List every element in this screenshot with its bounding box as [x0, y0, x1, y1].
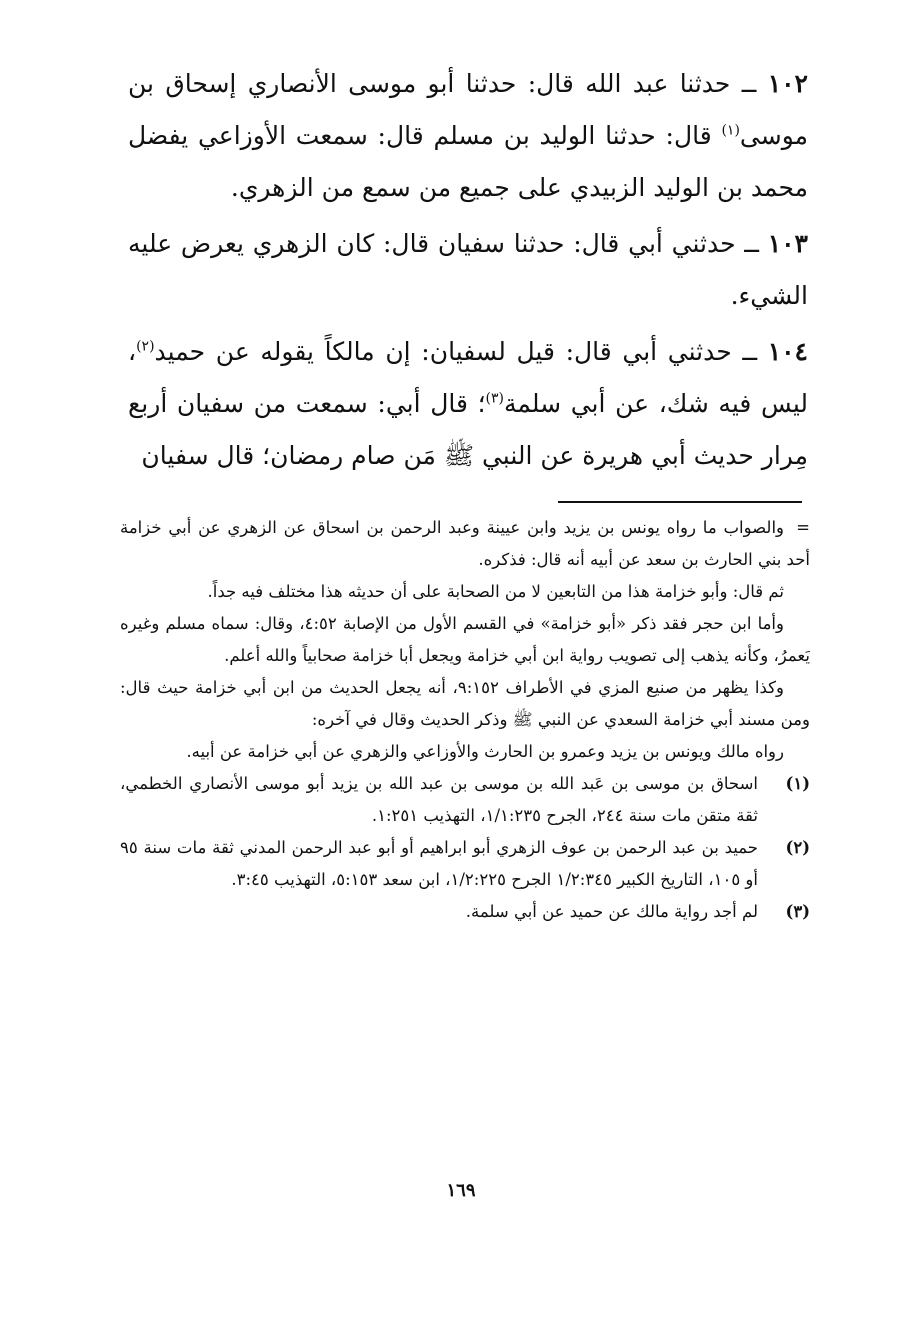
- footnote-1: [120, 768, 810, 832]
- footnote-text: اسحاق بن موسى بن عَبد الله بن موسى بن عبد الله بن يزيد أبو موسى الأنصاري الخطمي، ثقة متقن مات سنة ٢٤٤، الجرح ١/١:٢٣٥، التهذيب ١:٢٥١.: [120, 774, 758, 825]
- page-number: ١٦٩: [446, 1180, 476, 1201]
- footnotes-section: [120, 512, 810, 928]
- hadith-number: ١٠٤: [767, 337, 808, 366]
- hadith-number: ١٠٢: [767, 69, 808, 98]
- continuation-note-line: =والصواب ما رواه يونس بن يزيد وابن عيينة وعبد الرحمن بن اسحاق عن الزهري عن أبي خزامة أحد بني الحارث بن سعد عن أبيه أنه قال: فذكره.: [120, 512, 810, 576]
- hadith-text: قال: حدثنا الوليد بن مسلم قال: سمعت الأوزاعي يفضل محمد بن الوليد الزبيدي على جميع من سمع من الزهري.: [128, 121, 808, 202]
- footnote-2: [120, 832, 810, 896]
- hadith-text: ؛ قال أبي: سمعت من سفيان أربع مِرار حديث أبي هريرة عن النبي ﷺ مَن صام رمضان؛ قال سفيان: [128, 389, 808, 470]
- hadith-dash: ــ: [735, 229, 768, 258]
- footnote-separator: [558, 501, 802, 503]
- continuation-note-line: ثم قال: وأبو خزامة هذا من التابعين لا من الصحابة على أن حديثه هذا مختلف فيه جداً.: [207, 582, 784, 601]
- hadith-text: حدثني أبي قال: حدثنا سفيان قال: كان الزهري يعرض عليه الشيء.: [128, 229, 808, 310]
- paragraph-104: [128, 326, 808, 482]
- main-text: [128, 58, 808, 484]
- hadith-text: حدثنا عبد الله قال: حدثنا أبو موسى الأنصاري إسحاق بن موسى: [128, 69, 808, 150]
- footnote-3: [120, 896, 810, 928]
- continuation-note-line: وكذا يظهر من صنيع المزي في الأطراف ٩:١٥٢، أنه يجعل الحديث من ابن أبي خزامة حيث قال: ومن مسند أبي خزامة السعدي عن النبي ﷺ وذكر الحديث وقال في آخره:: [120, 678, 810, 729]
- hadith-text: ، ليس فيه شك، عن أبي سلمة: [128, 337, 808, 418]
- footnote-number: (١): [785, 774, 810, 793]
- continuation-mark: =: [796, 518, 810, 537]
- footnote-ref: (٣): [485, 390, 504, 407]
- footnote-text: حميد بن عبد الرحمن بن عوف الزهري أبو ابراهيم أو أبو عبد الرحمن المدني ثقة مات سنة ٩٥ أو ١٠٥، التاريخ الكبير ١/٢:٣٤٥ الجرح ١/٢:٢٢٥، ابن سعد ٥:١٥٣، التهذيب ٣:٤٥.: [120, 838, 758, 889]
- footnote-number: (٣): [785, 902, 810, 921]
- hadith-number: ١٠٣: [767, 229, 808, 258]
- footnote-ref: (١): [721, 122, 740, 139]
- hadith-dash: ــ: [730, 69, 768, 98]
- paragraph-102: [128, 58, 808, 214]
- hadith-dash: ــ: [731, 337, 768, 366]
- continuation-note-line: رواه مالك ويونس بن يزيد وعمرو بن الحارث والأوزاعي والزهري عن أبي خزامة عن أبيه.: [186, 742, 784, 761]
- paragraph-103: [128, 218, 808, 322]
- footnote-number: (٢): [785, 838, 810, 857]
- footnote-ref: (٢): [136, 338, 155, 355]
- hadith-text: حدثني أبي قال: قيل لسفيان: إن مالكاً يقوله عن حميد: [154, 337, 732, 366]
- continuation-note-line: وأما ابن حجر فقد ذكر «أبو خزامة» في القسم الأول من الإصابة ٤:٥٢، وقال: سماه مسلم وغيره يَعمرُ، وكأنه يذهب إلى تصويب رواية ابن أبي خزامة ويجعل أبا خزامة صحابياً والله أعلم.: [120, 614, 810, 665]
- footnote-text: لم أجد رواية مالك عن حميد عن أبي سلمة.: [465, 902, 758, 921]
